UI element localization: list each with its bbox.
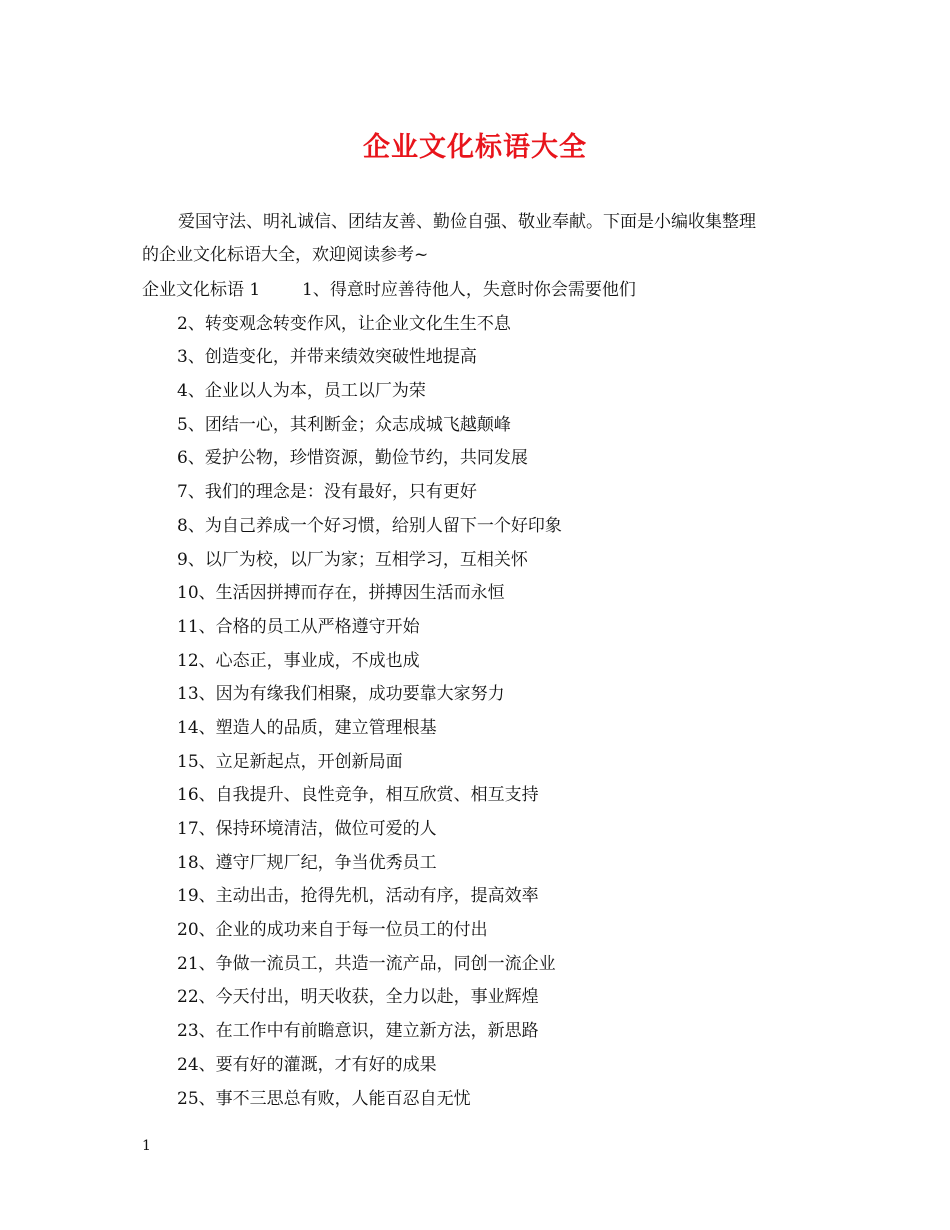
section-label: 企业文化标语 1 [142,280,261,300]
list-item: 15、立足新起点，开创新局面 [177,751,403,772]
list-item: 24、要有好的灌溉，才有好的成果 [177,1054,437,1075]
slogan-list [142,274,822,1116]
list-item: 17、保持环境清洁，做位可爱的人 [177,819,437,839]
list-item: 2、转变观念转变作风，让企业文化生生不息 [177,313,511,334]
document-title: 企业文化标语大全 [363,132,587,163]
list-item: 5、团结一心，其利断金；众志成城飞越颠峰 [177,414,511,435]
intro-paragraph [142,206,822,272]
list-item: 18、遵守厂规厂纪，争当优秀员工 [177,852,437,873]
intro-line-2: 的企业文化标语大全，欢迎阅读参考~ [142,245,429,265]
page-number: 1 [142,1138,151,1154]
list-item: 23、在工作中有前瞻意识，建立新方法，新思路 [177,1021,539,1042]
list-item: 3、创造变化，并带来绩效突破性地提高 [177,347,477,368]
list-item: 19、主动出击，抢得先机，活动有序，提高效率 [177,886,539,907]
intro-line-1: 爱国守法、明礼诚信、团结友善、勤俭自强、敬业奉献。下面是小编收集整理 [178,212,756,232]
list-item: 8、为自己养成一个好习惯，给别人留下一个好印象 [177,515,562,536]
list-item: 4、企业以人为本，员工以厂为荣 [177,381,426,402]
list-item: 6、爱护公物，珍惜资源，勤俭节约，共同发展 [177,448,528,469]
list-item: 25、事不三思总有败，人能百忍自无忧 [177,1088,471,1109]
list-item: 13、因为有缘我们相聚，成功要靠大家努力 [177,684,505,705]
slogan-text: 1、得意时应善待他人，失意时你会需要他们 [302,280,636,300]
list-item: 12、心态正，事业成，不成也成 [177,650,420,671]
list-item: 20、企业的成功来自于每一位员工的付出 [177,920,488,941]
list-item: 21、争做一流员工，共造一流产品，同创一流企业 [177,953,556,974]
list-item: 7、我们的理念是：没有最好，只有更好 [177,482,477,503]
list-item: 22、今天付出，明天收获，全力以赴，事业辉煌 [177,987,539,1008]
list-item: 11、合格的员工从严格遵守开始 [177,616,420,637]
list-item [142,274,822,308]
list-item: 14、塑造人的品质，建立管理根基 [177,717,437,738]
list-item: 9、以厂为校，以厂为家；互相学习，互相关怀 [177,549,528,570]
list-item: 16、自我提升、良性竞争，相互欣赏、相互支持 [177,785,539,806]
list-item: 10、生活因拼搏而存在，拼搏因生活而永恒 [177,583,505,604]
